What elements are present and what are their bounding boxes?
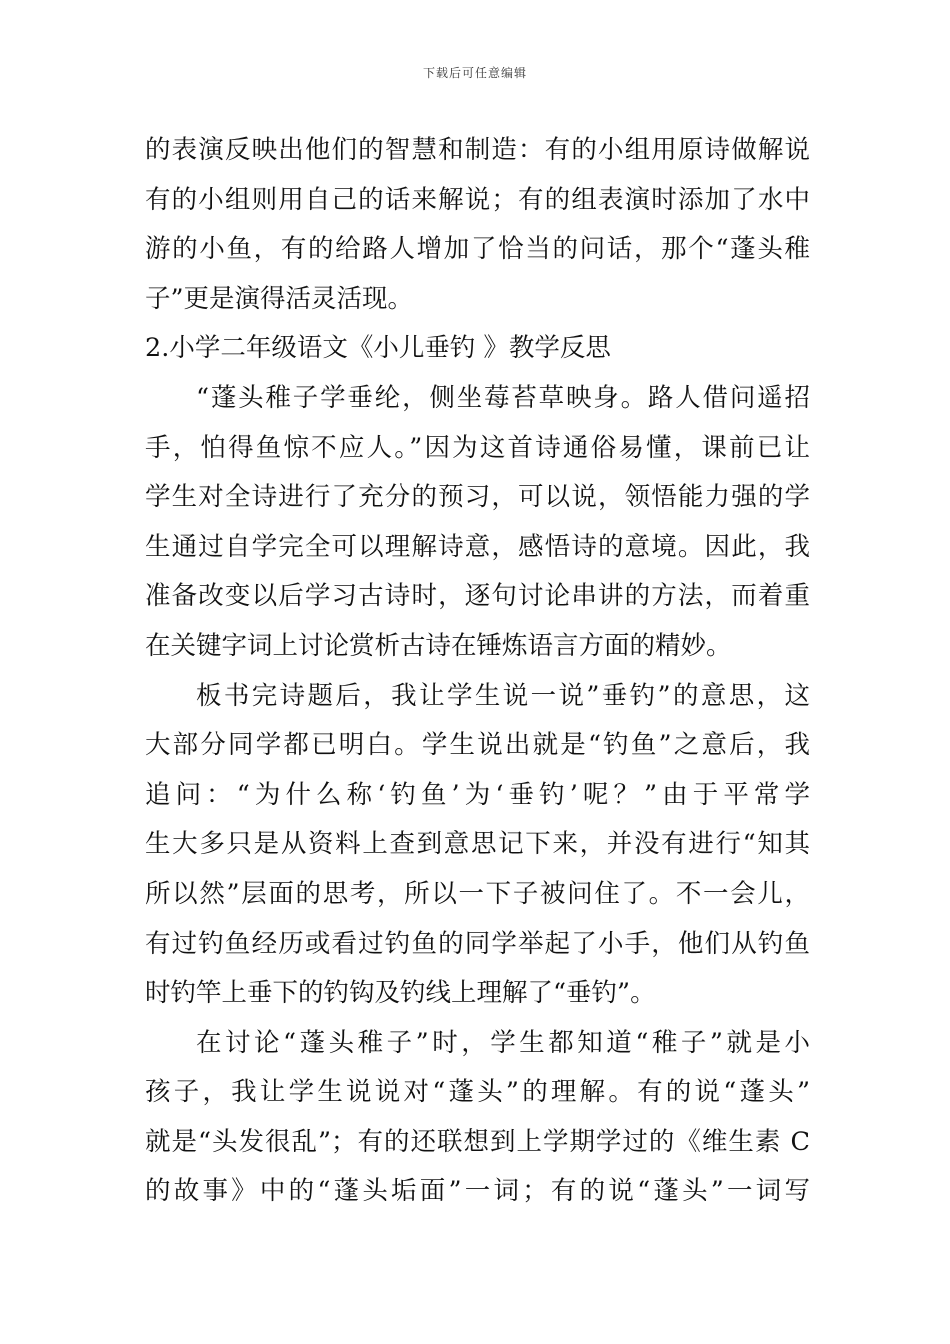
text-line: 大部分同学都已明白。学生说出就是“钓鱼”之意后，我 [145, 730, 810, 761]
text-line: 子”更是演得活灵活现。 [145, 283, 414, 314]
text-line: 孩子，我让学生说说对“蓬头”的理解。有的说“蓬头” [145, 1077, 810, 1108]
text-line: 所以然”层面的思考，所以一下子被问住了。不一会儿， [145, 878, 810, 909]
paragraph-first-line: 在讨论“蓬头稚子”时，学生都知道“稚子”就是小 [196, 1027, 810, 1058]
text-line: 准备改变以后学习古诗时，逐句讨论串讲的方法，而着重 [145, 581, 810, 612]
paragraph-first-line: 板书完诗题后，我让学生说一说”垂钓”的意思，这 [196, 680, 810, 711]
text-line: 追问：“为什么称‘钓鱼’为‘垂钓’呢？”由于平常学 [145, 779, 810, 810]
document-body [145, 126, 810, 1217]
text-line: 时钓竿上垂下的钓钩及钓线上理解了“垂钓”。 [145, 978, 656, 1009]
text-line: 手，怕得鱼惊不应人。”因为这首诗通俗易懂，课前已让 [145, 432, 810, 463]
section-heading: 2.小学二年级语文《小儿垂钓 》教学反思 [145, 333, 611, 364]
text-line: 就是“头发很乱”；有的还联想到上学期学过的《维生素 C [145, 1126, 810, 1157]
text-line: 在关键字词上讨论赏析古诗在锤炼语言方面的精妙。 [145, 630, 732, 661]
text-line: 有的小组则用自己的话来解说；有的组表演时添加了水中 [145, 184, 810, 215]
text-line: 生大多只是从资料上查到意思记下来，并没有进行“知其 [145, 829, 810, 860]
text-line: 游的小鱼，有的给路人增加了恰当的问话，那个“蓬头稚 [145, 234, 810, 265]
text-line: 生通过自学完全可以理解诗意，感悟诗的意境。因此，我 [145, 531, 810, 562]
text-line: 有过钓鱼经历或看过钓鱼的同学举起了小手，他们从钓鱼 [145, 928, 810, 959]
text-line: 学生对全诗进行了充分的预习，可以说，领悟能力强的学 [145, 482, 810, 513]
text-line: 的表演反映出他们的智慧和制造：有的小组用原诗做解说 [145, 135, 810, 165]
page-header: 下载后可任意编辑 [422, 66, 527, 80]
text-line: 的故事》中的“蓬头垢面”一词；有的说“蓬头”一词写 [145, 1176, 810, 1207]
paragraph-first-line: “蓬头稚子学垂纶，侧坐莓苔草映身。路人借问遥招 [196, 382, 810, 413]
